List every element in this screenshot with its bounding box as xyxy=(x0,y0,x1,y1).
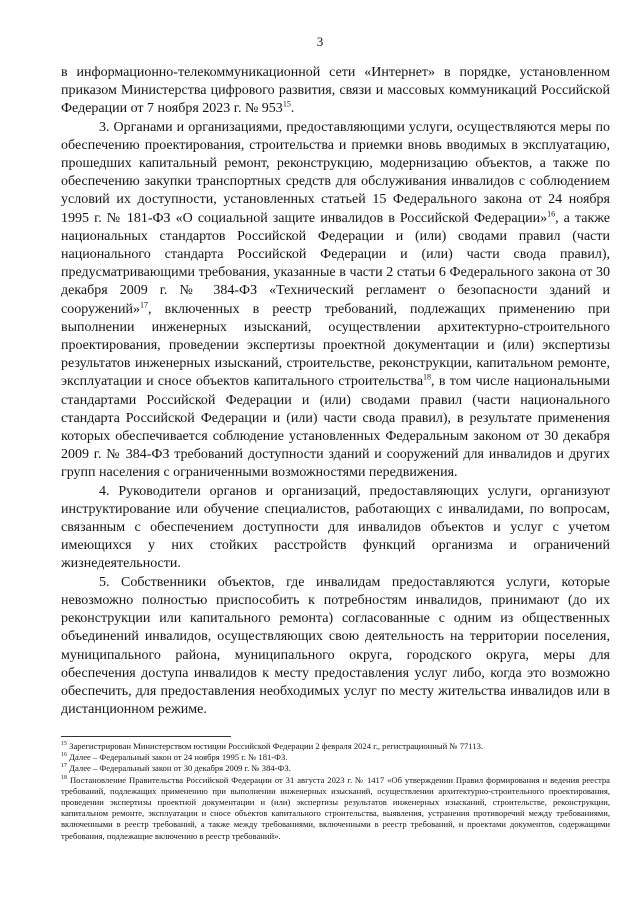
body-text xyxy=(61,64,610,719)
paragraph-5: 5. Собственники объектов, где инвалидам предоставляются услуги, которые невозможно полностью приспособить к потребностям инвалидов, принимают (до их реконструкции или капитального ремонта) согласованные с одним из общественных объединений инвалидов, осуществляющих свою деятельность на территории поселения, муниципального района, муниципального округа, городского округа, меры для обеспечения доступа инвалидов к месту предоставления услуг либо, когда это возможно обеспечить, для предоставления необходимых услуг по месту жительства инвалидов или в дистанционном режиме. xyxy=(61,574,610,718)
footnote-ref-16: 16 xyxy=(547,208,556,218)
paragraph-continuation xyxy=(61,64,610,119)
footnote-text: Далее – Федеральный закон от 24 ноября 1995 г. № 181-ФЗ. xyxy=(69,752,288,763)
footnote-15 xyxy=(61,741,610,752)
footnote-18 xyxy=(61,775,610,842)
paragraph-text: в информационно-телекоммуникационной сети «Интернет» в порядке, установленном приказом Министерства цифрового развития, связи и массовых коммуникаций Российской Федерации от 7 ноября 2023 г. № 953 xyxy=(61,65,610,117)
footnote-separator xyxy=(61,736,231,737)
footnotes xyxy=(61,741,610,842)
footnote-text: Постановление Правительства Российской Федерации от 31 августа 2023 г. № 1417 «Об утверждении Правил формирования и ведения реестра требований, подлежащих применению при выполнении инженерных изысканий, осуществлении архитектурно-строительного проектирования, проведении экспертизы проектной документации и (или) экспертизы результатов инженерных изысканий, строительстве, реконструкции, капитальном ремонте, эксплуатации и сносе объектов капитального строительства, выявления, устранения противоречий между требованиями, включенными в реестр требований, а также между требованиями, включенными в реестр требований, и проектами документов, содержащими требования, подлежащие включению в реестр требований». xyxy=(61,774,610,841)
page-number: 3 xyxy=(316,34,324,49)
footnote-number: 16 xyxy=(61,752,67,759)
paragraph-3-part-b: , а также национальных стандартов Российской Федерации и (или) сводами правил (части национального стандарта Российской Федерации и (или) части свода правил), предусматривающими требования, указанные в части 2 статьи 6 Федерального закона от 30 декабря 2009 г. № 384-ФЗ «Технический регламент о безопасности зданий и сооружений» xyxy=(61,210,610,317)
footnote-number: 15 xyxy=(61,741,67,748)
paragraph-3-part-d: , в том числе национальными стандартами Российской Федерации и (или) сводами правил (части национального стандарта Российской Федерации и (или) части свода правил), в результате применения которых обеспечивается соблюдение установленных Федеральным законом от 30 декабря 2009 г. № 384-ФЗ требований доступности зданий и сооружений для инвалидов и других групп населения с ограниченными возможностями передвижения. xyxy=(61,374,610,481)
footnote-ref-17: 17 xyxy=(140,299,149,309)
footnote-ref-18: 18 xyxy=(423,372,432,382)
footnote-number: 17 xyxy=(61,763,67,770)
footnote-ref-15: 15 xyxy=(282,99,291,109)
footnote-16 xyxy=(61,752,610,763)
paragraph-3-part-c: , включенных в реестр требований, подлежащих применению при выполнении инженерных изысканий, осуществлении архитектурно-строительного проектирования, проведении экспертизы проектной документации и (или) экспертизы результатов инженерных изысканий, строительстве, реконструкции, капитальном ремонте, эксплуатации и сносе объектов капитального строительства xyxy=(61,301,610,390)
footnote-text: Далее – Федеральный закон от 30 декабря 2009 г. № 384-ФЗ. xyxy=(69,763,291,774)
paragraph-tail: . xyxy=(290,101,295,117)
footnote-text: Зарегистрирован Министерством юстиции Российской Федерации 2 февраля 2024 г., регистрационный № 77113. xyxy=(69,741,484,751)
footnote-17 xyxy=(61,763,610,774)
paragraph-4: 4. Руководители органов и организаций, предоставляющих услуги, организуют инструктирование или обучение специалистов, работающих с инвалидами, по вопросам, связанным с обеспечением доступности для инвалидов объектов и услуг с учетом имеющихся у них стойких расстройств функций организма и ограничений жизнедеятельности. xyxy=(61,483,610,572)
footnote-number: 18 xyxy=(61,774,67,781)
paragraph-3 xyxy=(61,119,610,483)
paragraph-3-part-a: 3. Органами и организациями, предоставляющими услуги, осуществляются меры по обеспечению проектирования, строительства и приемки вновь вводимых в эксплуатацию, прошедших капитальный ремонт, реконструкцию, модернизацию объектов, а также по обеспечению закупки транспортных средств для обслуживания инвалидов с соблюдением условий их доступности, установленных статьей 15 Федерального закона от 24 ноября 1995 г. № 181-ФЗ «О социальной защите инвалидов в Российской Федерации» xyxy=(61,119,610,226)
